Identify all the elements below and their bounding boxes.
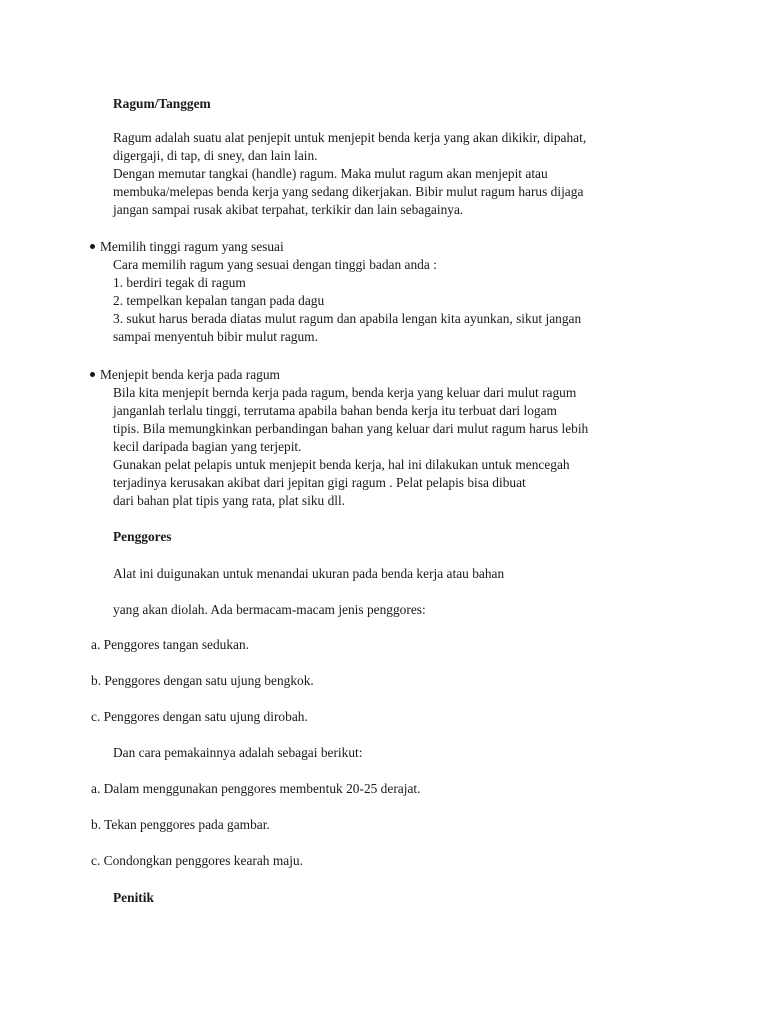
bullet-title: Menjepit benda kerja pada ragum — [100, 367, 280, 382]
paragraph-line: tipis. Bila memungkinkan perbandingan bahan yang keluar dari mulut ragum harus lebih — [113, 421, 589, 436]
list-item: b. Tekan penggores pada gambar. — [91, 817, 270, 832]
bullet-title: Memilih tinggi ragum yang sesuai — [100, 239, 284, 254]
paragraph-line: janganlah terlalu tinggi, terrutama apabila bahan benda kerja itu terbuat dari logam — [113, 403, 557, 418]
paragraph-line: jangan sampai rusak akibat terpahat, terkikir dan lain sebagainya. — [113, 202, 464, 217]
paragraph-line: Ragum adalah suatu alat penjepit untuk menjepit benda kerja yang akan dikikir, dipahat, — [113, 130, 587, 145]
list-item: b. Penggores dengan satu ujung bengkok. — [91, 673, 314, 688]
paragraph-line: kecil daripada bagian yang terjepit. — [113, 439, 302, 454]
paragraph-line: digergaji, di tap, di sney, dan lain lain. — [113, 148, 318, 163]
paragraph-line: Alat ini duigunakan untuk menandai ukuran pada benda kerja atau bahan — [113, 566, 505, 581]
paragraph-line: Bila kita menjepit bernda kerja pada ragum, benda kerja yang keluar dari mulut ragum — [113, 385, 577, 400]
paragraph-line: Dengan memutar tangkai (handle) ragum. Maka mulut ragum akan menjepit atau — [113, 166, 548, 181]
section-heading-ragum: Ragum/Tanggem — [113, 96, 211, 111]
list-item: a. Penggores tangan sedukan. — [91, 637, 250, 652]
section-heading-penitik: Penitik — [113, 890, 154, 905]
paragraph-line: membuka/melepas benda kerja yang sedang dikerjakan. Bibir mulut ragum harus dijaga — [113, 184, 584, 199]
paragraph-line: sampai menyentuh bibir mulut ragum. — [113, 329, 318, 344]
paragraph-line: Cara memilih ragum yang sesuai dengan tinggi badan anda : — [113, 257, 437, 272]
list-item: a. Dalam menggunakan penggores membentuk 20-25 derajat. — [91, 781, 421, 796]
paragraph-line: Dan cara pemakainnya adalah sebagai berikut: — [113, 745, 363, 760]
list-item: 2. tempelkan kepalan tangan pada dagu — [113, 293, 325, 308]
bullet-item-memilih — [90, 238, 284, 256]
list-item: 1. berdiri tegak di ragum — [113, 275, 246, 290]
list-item: c. Penggores dengan satu ujung dirobah. — [91, 709, 308, 724]
bullet-item-menjepit — [90, 366, 280, 384]
list-item: 3. sukut harus berada diatas mulut ragum dan apabila lengan kita ayunkan, sikut jangan — [113, 311, 582, 326]
paragraph-line: terjadinya kerusakan akibat dari jepitan gigi ragum . Pelat pelapis bisa dibuat — [113, 475, 526, 490]
section-heading-penggores: Penggores — [113, 529, 172, 544]
bullet-dot-icon — [90, 372, 95, 377]
bullet-dot-icon — [90, 244, 95, 249]
list-item: c. Condongkan penggores kearah maju. — [91, 853, 303, 868]
paragraph-line: dari bahan plat tipis yang rata, plat siku dll. — [113, 493, 346, 508]
paragraph-line: yang akan diolah. Ada bermacam-macam jenis penggores: — [113, 602, 426, 617]
paragraph-line: Gunakan pelat pelapis untuk menjepit benda kerja, hal ini dilakukan untuk mencegah — [113, 457, 570, 472]
